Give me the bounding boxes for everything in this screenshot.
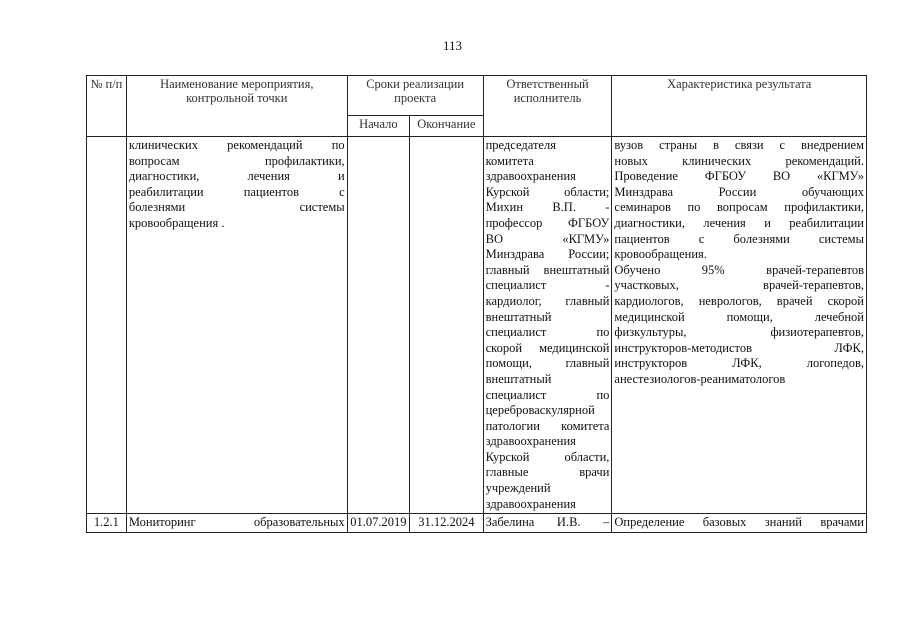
row2-responsible-text: Забелина И.В. – [485,515,610,530]
text-line: пациентов с болезнями системы [614,231,864,246]
row2-result [612,514,867,533]
text-line: специалист по [485,325,610,340]
row1-num [87,137,127,514]
text-line: клинических рекомендаций по [128,138,345,152]
row1-name [126,137,347,514]
text-line: Обучено 95% врачей-терапевтов [614,262,864,277]
header-start: Начало [347,115,409,136]
text-line: Проведение ФГБОУ ВО «КГМУ» [614,169,864,184]
text-line: профессор ФГБОУ [485,215,610,230]
text-line: физкультуры, физиотерапевтов, [614,325,864,340]
project-table [86,75,867,533]
text-line: специалист - [485,278,610,293]
text-line: главные врачи [485,465,610,480]
table-row [87,514,867,533]
text-line: медицинской помощи, лечебной [614,309,864,324]
text-line: комитета [485,153,534,168]
text-line: Минздрава России; [485,247,610,262]
text-line: реабилитации пациентов с [128,184,345,199]
header-name: Наименование мероприятия, контрольной точки [126,76,347,137]
text-line: здравоохранения [485,434,576,449]
text-line: анестезиологов-реаниматологов [614,371,786,386]
row1-end [410,137,484,514]
text-line: председателя [485,138,556,152]
text-line: диагностики, лечения и реабилитации [614,215,864,230]
text-line: скорой медицинской [485,340,610,355]
text-line: болезнями системы [128,200,345,215]
text-line: инструкторов ЛФК, логопедов, [614,356,864,371]
header-num: № п/п [87,76,127,137]
text-line: кровообращения. [614,247,707,262]
header-terms: Сроки реализации проекта [347,76,483,116]
text-line: кардиологов, неврологов, врачей скорой [614,293,864,308]
row2-name [126,514,347,533]
row2-end: 31.12.2024 [410,514,484,533]
text-line: вопросам профилактики, [128,153,345,168]
text-line: внештатный [485,371,552,386]
row2-name-text: Мониторинг образовательных [128,515,345,530]
row1-start [347,137,409,514]
row2-responsible [483,514,612,533]
row1-responsible [483,137,612,514]
text-line: учреждений [485,481,551,496]
text-line: участковых, врачей-терапевтов, [614,278,864,293]
text-line: новых клинических рекомендаций. [614,153,864,168]
text-line: Михин В.П. - [485,200,610,215]
table-row [87,137,867,514]
row2-start: 01.07.2019 [347,514,409,533]
text-line: главный внештатный [485,262,610,277]
text-line: помощи, главный [485,356,610,371]
text-line: инструкторов-методистов ЛФК, [614,340,864,355]
header-end: Окончание [410,115,484,136]
text-line: Курской области; [485,184,610,199]
text-line: кровообращения . [128,215,225,230]
text-line: патологии комитета [485,418,610,433]
text-line: Курской области, [485,449,610,464]
text-line: внештатный [485,309,552,324]
text-line: кардиолог, главный [485,293,610,308]
row2-num: 1.2.1 [87,514,127,533]
row2-result-text: Определение базовых знаний врачами [614,515,864,530]
row1-result [612,137,867,514]
header-result: Характеристика результата [612,76,867,137]
text-line: Минздрава России обучающих [614,184,864,199]
text-line: специалист по [485,387,610,402]
page-number: 113 [442,38,463,53]
text-line: вузов страны в связи с внедрением [614,138,864,152]
text-line: ВО «КГМУ» [485,231,610,246]
header-responsible: Ответственный исполнитель [483,76,612,137]
text-line: здравоохранения [485,496,576,511]
text-line: цереброваскулярной [485,403,595,418]
text-line: диагностики, лечения и [128,169,345,184]
text-line: семинаров по вопросам профилактики, [614,200,864,215]
text-line: здравоохранения [485,169,576,184]
